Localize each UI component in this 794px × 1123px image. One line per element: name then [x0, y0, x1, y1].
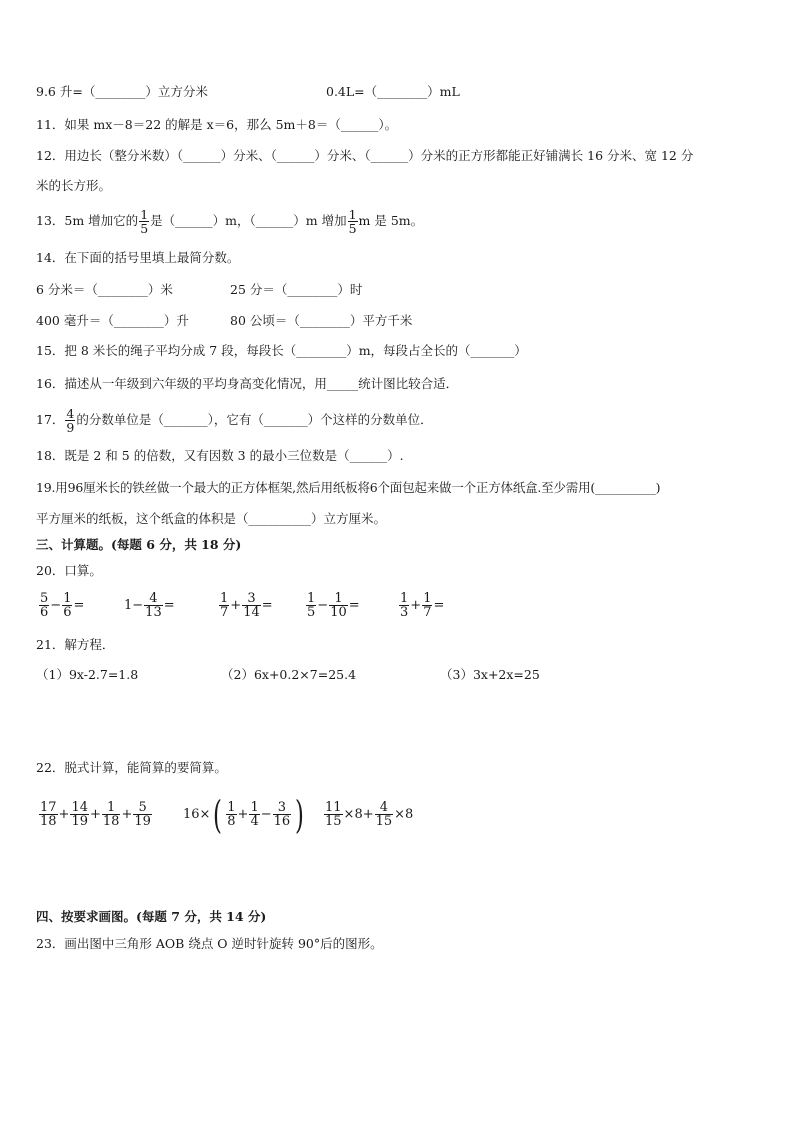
q20-item-b: 1− $\frac{4}{13}$ = — [124, 591, 175, 620]
question-21-b: （2）6x+0.2×7=25.4 — [221, 667, 357, 682]
section-3-heading: 三、计算题。(每题 6 分，共 18 分) — [36, 537, 242, 552]
q22-expr-c: $\frac{11}{15}$ ×8+ $\frac{4}{15}$ ×8 — [325, 800, 414, 829]
section-4-heading: 四、按要求画图。(每题 7 分，共 14 分) — [36, 909, 267, 924]
question-21-a: （1）9x-2.7=1.8 — [36, 667, 139, 682]
fraction: $\frac{4}{9}$ — [66, 406, 75, 435]
q20-item-d: $\frac{1}{5}$ − $\frac{1}{10}$ = — [307, 591, 360, 620]
question-14-d: 80 公顷＝（________）平方千米 — [230, 313, 413, 328]
question-13 — [36, 203, 423, 239]
question-20: 20．口算。 — [36, 563, 102, 578]
question-19-line2: 平方厘米的纸板，这个纸盒的体积是（__________）立方厘米。 — [36, 511, 387, 526]
q22-expr-a: $\frac{17}{18}$ + $\frac{14}{19}$ + $\frac{1}{18}$ + $\frac{5}{19}$ — [40, 800, 151, 829]
fraction: $\frac{1}{5}$ — [348, 207, 357, 236]
question-11: 11．如果 mx－8＝22 的解是 x＝6，那么 5m＋8＝（______）。 — [36, 117, 398, 132]
question-23: 23．画出图中三角形 AOB 绕点 O 逆时针旋转 90°后的图形。 — [36, 936, 383, 951]
question-14-b: 25 分＝（________）时 — [230, 282, 363, 297]
q20-item-c: $\frac{1}{7}$ + $\frac{3}{14}$ = — [220, 591, 273, 620]
fraction: $\frac{1}{5}$ — [140, 207, 149, 236]
question-14-a: 6 分米＝（________）米 — [36, 282, 173, 297]
question-14: 14．在下面的括号里填上最简分数。 — [36, 250, 240, 265]
q20-item-a: $\frac{5}{6}$ − $\frac{1}{6}$ = — [40, 591, 85, 620]
question-16: 16．描述从一年级到六年级的平均身高变化情况，用_____统计图比较合适． — [36, 376, 459, 391]
question-15: 15．把 8 米长的绳子平均分成 7 段，每段长（________）m，每段占全长的（_______） — [36, 343, 527, 358]
line-pre-a: 9.6 升=（________）立方分米 — [36, 84, 208, 99]
question-12-line2: 米的长方形。 — [36, 178, 112, 193]
q20-item-e: $\frac{1}{3}$ + $\frac{1}{7}$ = — [400, 591, 445, 620]
question-17: 17． $\frac{4}{9}$ 的分数单位是（_______），它有（_______）个这样的分数单位． — [36, 406, 433, 435]
question-21-c: （3）3x+2x=25 — [440, 667, 540, 682]
question-18: 18．既是 2 和 5 的倍数，又有因数 3 的最小三位数是（______）. — [36, 448, 404, 463]
question-21: 21．解方程． — [36, 637, 115, 652]
question-14-c: 400 毫升＝（________）升 — [36, 313, 189, 328]
question-22: 22．脱式计算，能简算的要简算。 — [36, 760, 227, 775]
question-12-line1: 12．用边长（整分米数）（______）分米、（______）分米、（______）分米的正方形都能正好铺满长 16 分米、宽 12 分 — [36, 148, 694, 163]
q13-part2: 是（______）m，（______）m 增加 — [150, 213, 347, 228]
question-19-line1: 19.用96厘米长的铁丝做一个最大的正方体框架,然后用纸板将6个面包起来做一个正方体纸盒.至少需用(__________) — [36, 480, 661, 495]
line-pre-b: 0.4L=（________）mL — [326, 84, 460, 99]
q13-part3: m 是 5m。 — [358, 213, 424, 228]
q13-part1: 13．5m 增加它的 — [36, 213, 139, 228]
q22-expr-b: 16×( $\frac{1}{8}$ + $\frac{1}{4}$ − $\frac{3}{16}$ ) — [183, 792, 305, 837]
